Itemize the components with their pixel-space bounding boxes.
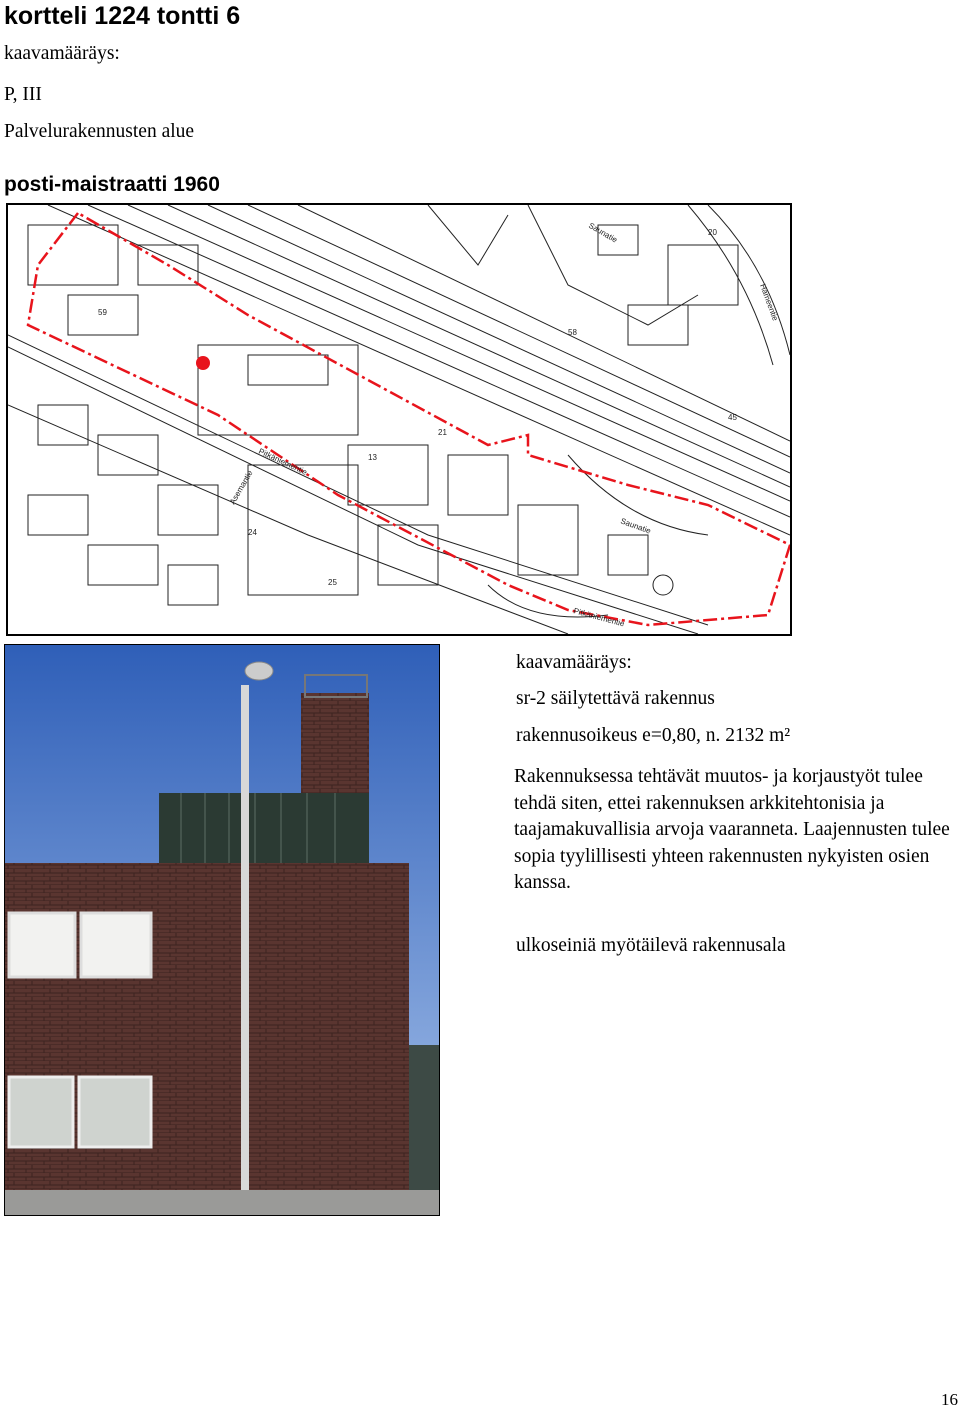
building-photo bbox=[4, 644, 440, 1216]
street-label-3: Hämeentie bbox=[758, 282, 780, 323]
section-subtitle: posti-maistraatti 1960 bbox=[4, 173, 220, 196]
page-title: kortteli 1224 tontti 6 bbox=[4, 2, 241, 30]
plot-number-5: 25 bbox=[328, 578, 337, 587]
regulations-label: kaavamääräys: bbox=[516, 652, 632, 673]
plot-number-2: 59 bbox=[98, 308, 107, 317]
street-label-5: Asemantie bbox=[227, 468, 255, 506]
plot-number-6: 24 bbox=[248, 528, 257, 537]
plot-number-8: 45 bbox=[728, 413, 737, 422]
protection-regulation: sr-2 säilytettävä rakennus bbox=[516, 688, 715, 709]
plot-number-4: 13 bbox=[368, 453, 377, 462]
plot-number-7: 21 bbox=[438, 428, 447, 437]
page-number: 16 bbox=[941, 1390, 958, 1409]
plot-number-1: 58 bbox=[568, 328, 577, 337]
site-map-drawing bbox=[8, 205, 790, 634]
street-label-1: Pitkäniementie bbox=[257, 446, 309, 477]
building-right: rakennusoikeus e=0,80, n. 2132 m² bbox=[516, 725, 791, 746]
site-boundary bbox=[28, 213, 790, 625]
site-marker bbox=[196, 356, 210, 370]
plan-label: kaavamääräys: bbox=[4, 43, 120, 64]
regulation-paragraph: Rakennuksessa tehtävät muutos- ja korjaustyöt tulee tehdä siten, ettei rakennuksen arkkitehtonisia ja taajamakuvallisia arvoja vaaranneta. Laajennusten tulee sopia tyylillisesti yhteen rakennusten nykyisten osien kanssa. bbox=[514, 766, 950, 893]
site-map bbox=[6, 203, 792, 636]
street-label-4: Pitkäniementie bbox=[572, 606, 626, 629]
area-name: Palvelurakennusten alue bbox=[4, 121, 195, 142]
street-label-6: Saunatie bbox=[587, 220, 619, 245]
plot-number-3: 20 bbox=[708, 228, 717, 237]
building-area-note: ulkoseiniä myötäilevä rakennusala bbox=[516, 935, 786, 956]
zoning-code: P, III bbox=[4, 84, 42, 105]
street-label-2: Saunatie bbox=[619, 516, 653, 536]
